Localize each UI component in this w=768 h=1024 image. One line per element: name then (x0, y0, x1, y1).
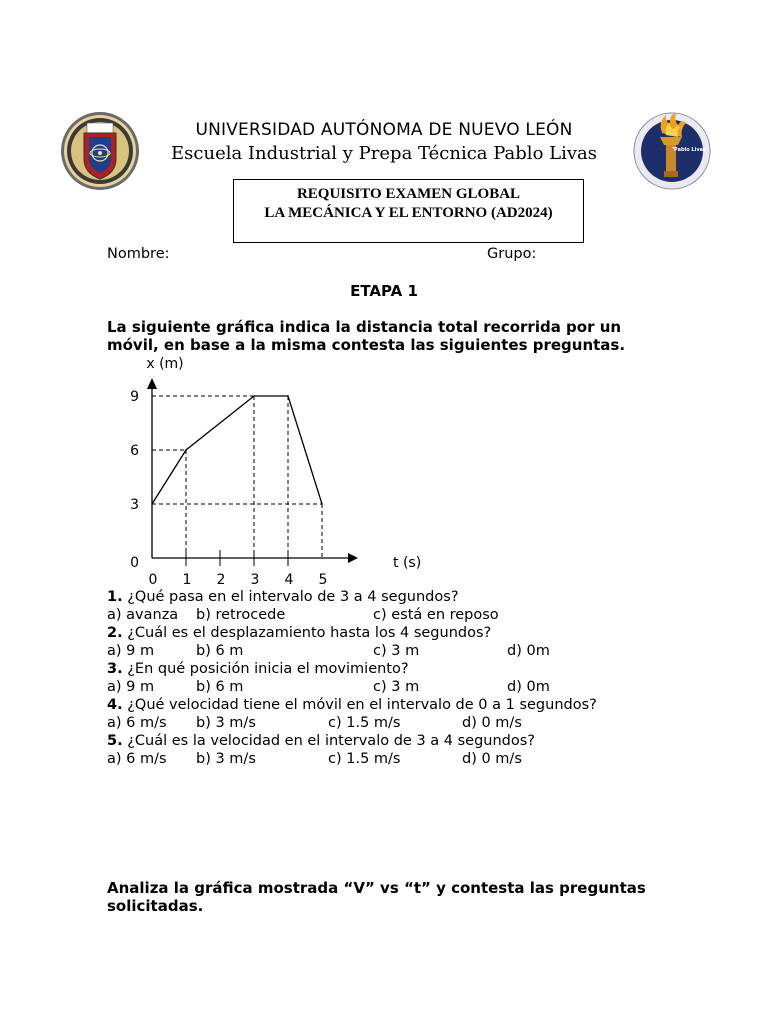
x-tick-label: 0 (148, 572, 158, 588)
question-text: ¿Cuál es la velocidad en el intervalo de 3 a 4 segundos? (127, 733, 535, 749)
answer-option[interactable]: a) 6 m/s (107, 751, 167, 767)
answer-option[interactable]: c) 3 m (373, 679, 420, 695)
x-tick-label: 4 (284, 572, 294, 588)
answer-option[interactable]: b) 6 m (196, 643, 244, 659)
y-tick-label: 0 (130, 555, 139, 571)
answer-option[interactable]: d) 0 m/s (462, 751, 522, 767)
answer-option[interactable]: a) avanza (107, 607, 179, 623)
question-text: ¿Qué pasa en el intervalo de 3 a 4 segundos? (127, 589, 459, 605)
questions-list (107, 588, 727, 768)
series-line (152, 396, 322, 504)
answer-option[interactable]: a) 9 m (107, 679, 155, 695)
answer-option[interactable]: b) 3 m/s (196, 715, 256, 731)
data-point (185, 449, 187, 451)
x-axis-arrow (348, 553, 358, 563)
x-tick-label: 5 (318, 572, 328, 588)
answer-option[interactable]: a) 6 m/s (107, 715, 167, 731)
x-tick-label: 2 (216, 572, 226, 588)
question-number: 3. (107, 661, 123, 677)
answer-option[interactable]: c) está en reposo (373, 607, 499, 623)
question-number: 2. (107, 625, 123, 641)
title-line-2: LA MECÁNICA Y EL ENTORNO (AD2024) (264, 205, 553, 221)
torch-logo-text: "Pablo Livas" (671, 147, 709, 153)
intro-text: La siguiente gráfica indica la distancia total recorrida por un móvil, en base a la misma contesta las siguientes preguntas. (107, 318, 626, 354)
answer-option[interactable]: d) 0 m/s (462, 715, 522, 731)
y-tick-label: 6 (130, 443, 139, 459)
answer-option[interactable]: b) 6 m (196, 679, 244, 695)
y-axis-arrow (147, 378, 157, 389)
question-5 (107, 732, 727, 750)
bottom-instruction: Analiza la gráfica mostrada “V” vs “t” y contesta las preguntas solicitadas. (107, 879, 646, 915)
question-number: 4. (107, 697, 123, 713)
data-point (253, 395, 255, 397)
group-label: Grupo: (487, 246, 537, 262)
answer-option[interactable]: c) 1.5 m/s (328, 715, 401, 731)
answer-option[interactable]: b) 3 m/s (196, 751, 256, 767)
question-number: 5. (107, 733, 123, 749)
options-row (107, 750, 727, 768)
x-axis-label: t (s) (393, 555, 422, 571)
data-point (287, 395, 289, 397)
options-row (107, 606, 727, 624)
y-tick-label: 9 (130, 389, 139, 405)
options-row (107, 714, 727, 732)
data-point (151, 503, 153, 505)
answer-option[interactable]: d) 0m (507, 679, 550, 695)
question-text: ¿Qué velocidad tiene el móvil en el intervalo de 0 a 1 segundos? (127, 697, 597, 713)
stage-title: ETAPA 1 (350, 282, 418, 300)
question-1 (107, 588, 727, 606)
options-row (107, 642, 727, 660)
answer-option[interactable]: c) 1.5 m/s (328, 751, 401, 767)
data-point (321, 503, 323, 505)
name-label: Nombre: (107, 246, 170, 262)
x-tick-label: 3 (250, 572, 260, 588)
title-line-1: REQUISITO EXAMEN GLOBAL (296, 186, 521, 202)
question-4 (107, 696, 727, 714)
question-2 (107, 624, 727, 642)
answer-option[interactable]: b) retrocede (196, 607, 286, 623)
answer-option[interactable]: d) 0m (507, 643, 550, 659)
y-tick-label: 3 (130, 497, 139, 513)
question-text: ¿Cuál es el desplazamiento hasta los 4 segundos? (127, 625, 492, 641)
university-name: UNIVERSIDAD AUTÓNOMA DE NUEVO LEÓN (195, 120, 573, 140)
school-name: Escuela Industrial y Prepa Técnica Pablo Livas (171, 143, 597, 164)
y-axis-label: x (m) (146, 356, 184, 372)
answer-option[interactable]: c) 3 m (373, 643, 420, 659)
question-3 (107, 660, 727, 678)
question-text: ¿En qué posición inicia el movimiento? (127, 661, 409, 677)
question-number: 1. (107, 589, 123, 605)
options-row (107, 678, 727, 696)
answer-option[interactable]: a) 9 m (107, 643, 155, 659)
x-tick-label: 1 (182, 572, 192, 588)
